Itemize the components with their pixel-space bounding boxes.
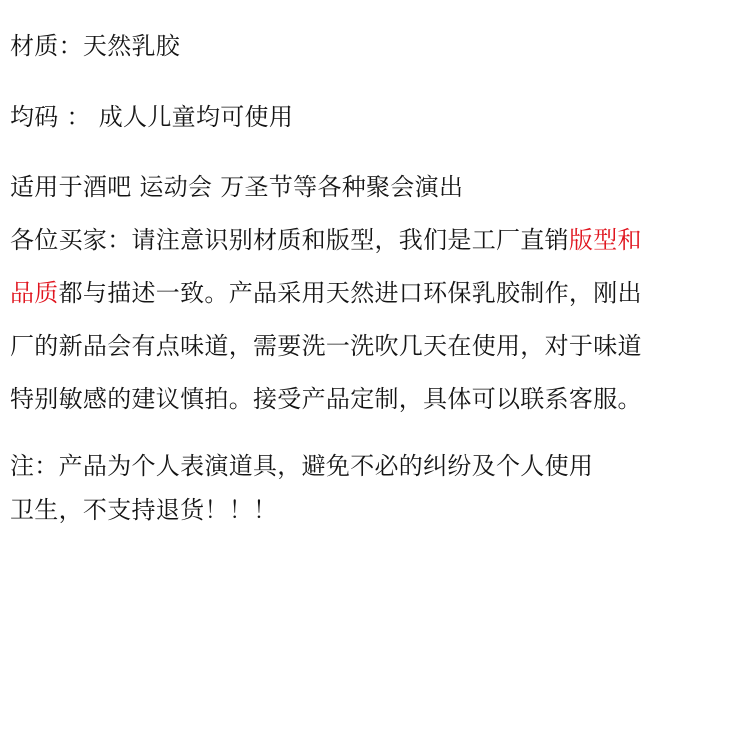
note-line: 注：产品为个人表演道具，避免不必的纠纷及个人使用 [10, 452, 594, 480]
buyers-notice-line [10, 225, 744, 255]
hygiene-line: 卫生，不支持退货！！！ [10, 496, 278, 524]
highlight-text: 品质 [10, 279, 59, 307]
highlight-text: 版型和 [568, 226, 642, 254]
buyers-notice-text: 各位买家：请注意识别材质和版型，我们是工厂直销 [10, 226, 569, 254]
quality-text: 都与描述一致。产品采用天然进口环保乳胶制作，刚出 [58, 279, 642, 307]
occasions-line: 适用于酒吧 运动会 万圣节等各种聚会演出 [10, 173, 464, 201]
material-line: 材质：天然乳胶 [10, 32, 181, 60]
smell-line: 厂的新品会有点味道，需要洗一洗吹几天在使用，对于味道 [10, 332, 642, 360]
sensitive-line: 特别敏感的建议慎拍。接受产品定制，具体可以联系客服。 [10, 385, 642, 413]
size-line: 均码 ： 成人儿童均可使用 [10, 103, 294, 131]
quality-line [10, 278, 744, 308]
